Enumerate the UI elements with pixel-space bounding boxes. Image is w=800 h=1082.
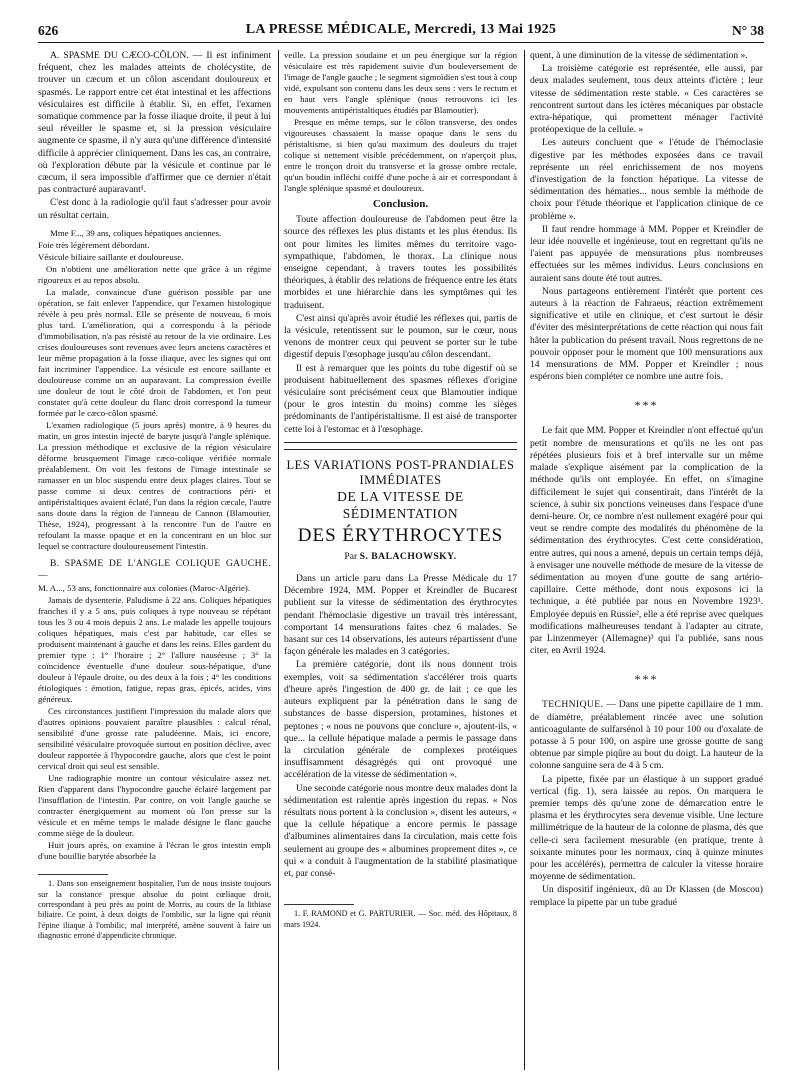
section-heading: B. SPASME DE L'ANGLE COLIQUE GAUCHE. — bbox=[38, 557, 271, 582]
byline-prefix: Par bbox=[344, 550, 358, 562]
case-line: On n'obtient une amélioration nette que grâce à un régime rigoureux et au repos absolu. bbox=[38, 263, 271, 285]
column-1 bbox=[38, 50, 271, 1070]
paragraph: Un dispositif ingénieux, dû au Dr Klassen (de Moscou) remplace la pipette par un tube gradué bbox=[530, 884, 763, 908]
paragraph: Une radiographie montre un contour vésiculaire assez net. Rien d'apparent dans l'hypocondre gauche éclairé largement par l'insufflation de l'intestin. Par contre, on voit l'angle gauche se contracter énergiquement au moment où l'on presse sur la vésicule et en même temps le malade désigne le flanc gauche comme siège de la douleur. bbox=[38, 773, 271, 839]
paragraph: Les auteurs concluent que « l'étude de l'hémoclasie digestive par les méthodes exposées dans ce travail représente un réel enrichissement de nos moyens d'investigation de la fonction hépatique. La vitesse de sédimentation des hématies... nous semble la méthode de choix pour l'étude théorique et l'application clinique de ce problème ». bbox=[530, 137, 763, 222]
column-divider bbox=[278, 50, 279, 1070]
page-header bbox=[38, 20, 764, 43]
footnote bbox=[38, 879, 271, 941]
article-separator bbox=[284, 442, 517, 443]
column-3 bbox=[530, 50, 763, 1070]
case-report bbox=[284, 50, 517, 194]
author-name: S. BALACHOWSKY. bbox=[359, 550, 457, 562]
footnote-text: 1. Dans son enseignement hospitalier, l'un de nous insiste toujours sur la constance presque absolue du point cœliaque droit, correspondant à peu près au point de Morris, au cours de la lithiase biliaire. Ce point, à deux doigts de l'ombilic, sur la ligne qui réunit l'épine iliaque à l'ombilic, mal interprété, amène souvent à faire un diagnostic erroné d'appendicite chronique. bbox=[38, 879, 271, 941]
journal-title: LA PRESSE MÉDICALE, Mercredi, 13 Mai 1925 bbox=[245, 22, 557, 37]
paragraph: La malade, convaincue d'une guérison possible par une opération, se fait enlever l'appendice, qur l'examen histologique révèle à peu près normal. Elle se présente de nouveau, 6 mois plus tard. L'amélioration, qui a correspondu à la période d'immobilisation, n'a pas résisté au retour de la vie ordinaire. Les crises douloureuses sont revenues avec leurs anciens caractères et leur même propagation à la fosse iliaque, avec les signes qui ont fait incriminer l'appendice. La vésicule est encore saillante et douloureuse comme un an auparavant. La compression éveille une douleur de tout le côté droit de l'abdomen, et l'on peut constater qu'à cette douleur du flanc droit correspond la tumeur formée par le cæco-côlon spasmé. bbox=[38, 286, 271, 418]
article-separator bbox=[284, 449, 517, 450]
article-title-line: DES ÉRYTHROCYTES bbox=[297, 524, 504, 546]
paragraph: La troisième catégorie est représentée, elle aussi, par deux malades seulement, tous deux atteints d'ictère ; leur vitesse de sédimentation reste stable. « Ces caractères se rencontrent surtout dans les ictères mécaniques par obstacle extra-hépatique, qui promettent ménager l'activité protéopexique de la cellule. » bbox=[530, 63, 763, 136]
paragraph: Jamais de dysenterie. Paludisme à 22 ans. Coliques hépatiques franches il y a 5 ans, puis coliques à type nouveau se répétant tous les 3 ou 4 mois depuis 2 ans. Le malade les appelle toujours coliques hépatiques, mais c'est par habitude, car elles se produisent maintenant à gauche et dans les reins. Elles gardent du premier type : 1° l'horaire ; 2° l'allure nauséeuse ; 3° la coïncidence éventuelle d'une douleur sous-hépatique, d'une douleur à l'épaule droite, ou des deux à la fois ; 4° les conditions étiologiques : émotion, fatigue, repas gras, épicés, acides, vins généreux. bbox=[38, 595, 271, 705]
paragraph: Une seconde catégorie nous montre deux malades dont la sédimentation est ralentie après ingestion du repas. « Nos résultats nous portent à la conclusion », disent les auteurs, « que la cellule hépatique a encore permis le passage d'albumines alimentaires dans la circulation, mais cette fois seulement au groupe des « albumines proprement dites », ce qui « a conduit à l'augmentation de la stabilité plasmatique et, par consé- bbox=[284, 782, 517, 879]
footnote-separator bbox=[38, 874, 108, 875]
paragraph: Ces circonstances justifient l'impression du malade alors que d'autres opinions pouvaient paraître plausibles : calcul rénal, sensibilité d'une grosse rate paludéenne. Mais, ici encore, sensibilité vésiculaire provoquée surtout en position déclive, avec douleur rapportée à l'hypocondre gauche, alors que c'est le point cervical droit qui seul est sensible. bbox=[38, 706, 271, 772]
paragraph: Nous partageons entièrement l'intérêt que portent ces auteurs à la réaction de Fahraeus, réaction extrêmement significative et utile en clinique, et c'est surtout le désir d'éviter des mésinterprétations de cette réaction qui nous fait hâter la publication du présent travail. Nous regrettons de ne pouvoir opposer pour le moment que 100 mensurations aux 14 mensurations de MM. Popper et Kreindler ; nous espérons bien compléter ce nombre une autre fois. bbox=[530, 285, 763, 383]
column-divider bbox=[524, 50, 525, 1070]
paragraph: C'est donc à la radiologie qu'il faut s'adresser pour avoir un résultat certain. bbox=[38, 197, 271, 221]
paragraph: La première catégorie, dont ils nous donnent trois exemples, voit sa sédimentation s'accélérer trois quarts d'heure après l'ingestion de 400 gr. de lait ; ce que les auteurs expliquent par la pénétration dans le sang de substances de basse dispersion, protamines, histones et peptones ; « nous ne pouvons que conclure », ajoutent-ils, « que... la cellule hépatique malade a permis le passage dans la circulation générale de complexes protéiques insuffisamment désagrégés qui ont provoqué une accélération de la vitesse de sédimentation ». bbox=[284, 659, 517, 781]
issue-number: N° 38 bbox=[731, 23, 764, 38]
paragraph: Dans un article paru dans La Presse Médicale du 17 Décembre 1924, MM. Popper et Kreindler de Bucarest publient sur la vitesse de sédimentation des érythrocytes pendant l'hémoclasie digestive un travail très intéressant, comportant 14 mensurations faites chez 6 malades. Se basant sur ces 14 observations, les auteurs répartissent d'une façon générale les malades en 3 catégories. bbox=[284, 573, 517, 658]
case-report bbox=[38, 583, 271, 862]
section-heading: Conclusion. bbox=[372, 198, 429, 210]
case-line: Vésicule biliaire saillante et douloureuse. bbox=[38, 251, 184, 262]
case-line: M. A..., 53 ans, fonctionnaire aux colonies (Maroc-Algérie). bbox=[38, 583, 251, 594]
paragraph: Toute affection douloureuse de l'abdomen peut être la source des réflexes les plus distants et les plus étendus. Ils ont pour limites les limites mêmes du territoire vago-sympathique, l'abdomen, le thorax. La clinique nous enseigne cependant, à travers toutes les possibilités théoriques, à établir des relations de fréquence entre les états morbides et une hiérarchie dans les symptômes qui les traduisent. bbox=[284, 214, 517, 311]
paragraph: veille. La pression soudaine et un peu énergique sur la région vésiculaire est très rapidement suivie d'un bouleversement de l'image de l'angle gauche ; le segment sigmoïdien s'est tout à coup vidé, expulsant son contenu dans les deux sens : vers le rectum et en haut vers l'angle splénique (nous retrouvons ici les mouvements antipéristaltiques étudiés par Blamoutier). bbox=[284, 50, 517, 115]
article-title-line: LES VARIATIONS POST-PRANDIALES bbox=[286, 457, 515, 472]
footnote-text: 1. F. RAMOND et G. PARTURIER. — Soc. méd. des Hôpitaux, 8 mars 1924. bbox=[284, 909, 517, 929]
paragraph: A. SPASME DU CÆCO-CÔLON. — Il est infiniment fréquent, chez les malades atteints de cholécystite, de trouver un cæcum et un côlon ascendant douloureux et spasmés. Le rapport entre cet état intestinal et les affections vésiculaires est difficile à établir. Si, en effet, l'examen somatique commence par la fosse iliaque droite, il peut à lui seul réveiller le spasme et, si la pression vésiculaire augmente ce spasme, il n'y aura qu'une différence d'intensité difficile à apprécier cliniquement. Dans les cas, au contraire, où l'exploration débute par la vésicule et continue par le cæcum, il sera impossible d'affirmer que ce dernier n'était pas contracturé auparavant¹. bbox=[38, 50, 271, 196]
page-number: 626 bbox=[38, 23, 59, 38]
article-byline bbox=[284, 551, 517, 563]
paragraph: Presque en même temps, sur le côlon transverse, des ondes vigoureuses chassaient la masse opaque dans le sens du péristaltisme, si bien qu'au maximum des douleurs du trajet colique si nettement visible précédemment, on n'aperçoit plus, entre le tronçon droit du transverse et la grosse ombre rectale, qu'un boudin infléchi coiffé d'une poche à air et correspondant à l'angle splénique spasmé et douloureux. bbox=[284, 117, 517, 193]
technique-label: TECHNIQUE. bbox=[542, 699, 604, 711]
paragraph: quent, à une diminution de la vitesse de sédimentation ». bbox=[530, 50, 748, 61]
footnote bbox=[284, 909, 517, 930]
case-line: Mme F..., 39 ans, coliques hépatiques anciennes. bbox=[50, 227, 222, 238]
paragraph: Il faut rendre hommage à MM. Popper et Kreindler de leur idée nouvelle et ingénieuse, tout en regrettant qu'ils ne l'aient pas appuyée de mensurations plus nombreuses effectuées sur les mêmes individus. Leurs conclusions en auraient sans doute été tout autres. bbox=[530, 223, 763, 284]
paragraph: Le fait que MM. Popper et Kreindler n'ont effectué qu'un petit nombre de mensurations et qu'ils ne les ont pas répétées plusieurs fois et à bref intervalle sur un même malade s'explique aisément par la complication de la méthode qu'ils ont employée. En effet, on s'imagine difficilement le sujet qui consentirait, dans l'intérêt de la science, à subir six ponctions veineuses dans l'espace d'une demi-heure. Or, ce nombre n'est nullement exagéré pour qui veut se rendre compte des modalités du phénomène de la sédimentation des érythrocytes. C'est cette considération, entre autres, qui nous a amené, depuis un certain temps déjà, à envisager une nouvelle méthode de mesure de la vitesse de sédimentation au moyen d'une goutte de sang artério-capillaire. Cette méthode, dont nous exposons ici la technique, a été publiée par nous en Novembre 1923¹. Employée depuis en Russie², elle a été reprise avec quelques modifications malheureuses tendant à l'adapter au citrate, par Linzenmeyer (Allemagne)³ qui l'a publiée, sans nous citer, en Avril 1924. bbox=[530, 425, 763, 657]
paragraph: La pipette, fixée par un élastique à un support gradué vertical (fig. 1), sera laissée au repos. On marquera le premier temps dès qu'une zone de démarcation entre le plasma et les érythrocytes sera devenue visible. Une lecture millimétrique de la hauteur de la colonne de plasma, dès que celle-ci sera facilement mesurable (en pratique, trente à soixante minutes pour les normaux, cinq à quinze minutes pour les accélérés), permettra de calculer la vitesse horaire moyenne de sédimentation. bbox=[530, 773, 763, 883]
article-title-line: DE LA VITESSE DE SÉDIMENTATION bbox=[337, 488, 464, 521]
columns bbox=[38, 50, 764, 1070]
case-report bbox=[38, 228, 271, 552]
case-line: Foie très légèrement débordant. bbox=[38, 239, 150, 250]
column-2 bbox=[284, 50, 517, 1070]
paragraph: C'est ainsi qu'après avoir étudié les réflexes qui, partis de la vésicule, retentissent sur le poumon, sur le cœur, nous venons de montrer ceux qui peuvent se porter sur le tube digestif depuis l'œsophage jusqu'au côlon descendant. bbox=[284, 312, 517, 361]
paragraph: L'examen radiologique (5 jours après) montre, à 9 heures du matin, un gros intestin injecté de baryte jusqu'à l'angle splénique. La pression méthodique et exclusive de la région vésiculaire déforme brusquement l'image cæco-colique vérifiée normale préalablement. On voit les festons de l'image intestinale se ramasser en un bloc suspendu entre deux plages claires. Tout se passe comme si deux centres de contractions péri- et antipéristaltiques avaient éclaté, l'un dans la région cæcale, l'autre sans doute dans la région de l'anneau de Cannon (Blamoutier, Thèse, 1924), progressant à la rencontre l'un de l'autre en refoulant la masse opaque et en la concentrant en un bloc sur lequel se contracture douloureusement l'intestin. bbox=[38, 419, 271, 551]
article-title-line: IMMÉDIATES bbox=[359, 472, 442, 487]
page bbox=[38, 20, 764, 1070]
technique-text: — Dans une pipette capillaire de 1 mm. de diamètre, préalablement rincée avec une solution anticoagulante de sulfarsénol à 10 pour 100 ou d'oxalate de potasse à 5 pour 100, on aspire une grosse goutte de sang obtenue par simple piqûre au bout du doigt. La hauteur de la colonne sanguine sera de 4 à 5 cm. bbox=[530, 699, 763, 772]
section-stars: *** bbox=[634, 398, 659, 413]
paragraph: Huit jours après, on examine à l'écran le gros intestin empli d'une bouillie barytée absorbée la bbox=[38, 840, 271, 862]
paragraph bbox=[530, 699, 763, 772]
paragraph: Il est à remarquer que les points du tube digestif où se produisent habituellement des spasmes réflexes d'origine vésiculaire sont précisément ceux que Blamoutier indique (pour le gros intestin du moins) comme les sièges prédominants de l'antipéristaltisme. Il est aisé de transporter cette loi à l'estomac et à l'œsophage. bbox=[284, 362, 517, 435]
section-stars: *** bbox=[634, 672, 659, 687]
footnote-separator bbox=[284, 904, 354, 905]
